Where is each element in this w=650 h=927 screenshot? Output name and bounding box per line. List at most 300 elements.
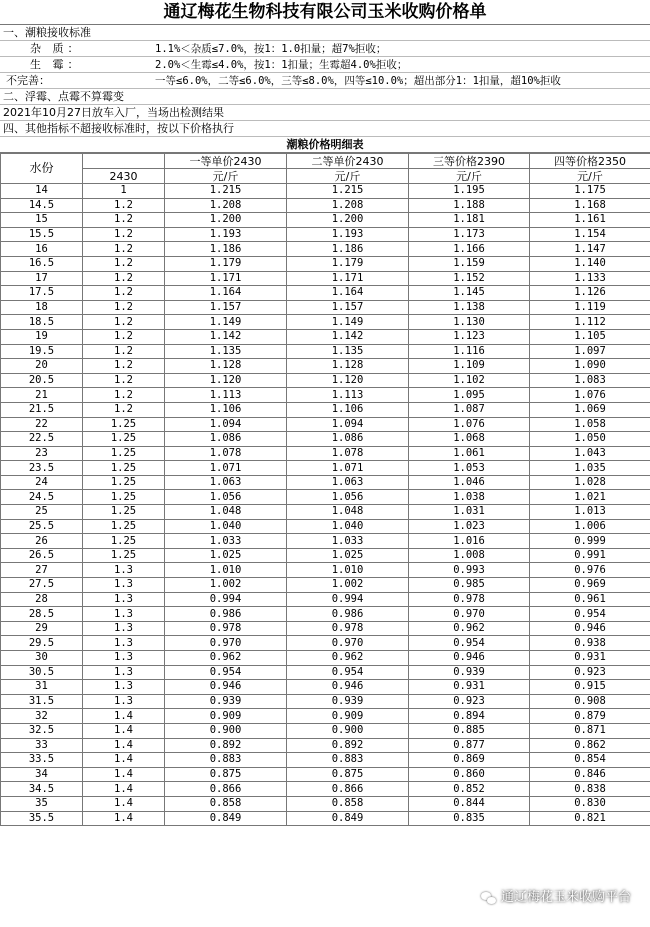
grade-4-price-cell: 0.954	[530, 607, 650, 622]
grade-2-price-cell: 1.164	[287, 286, 409, 301]
grade-2-price-cell: 0.909	[287, 709, 409, 724]
grade-1-price-cell: 1.113	[165, 388, 287, 403]
grade-2-price-cell: 0.970	[287, 636, 409, 651]
moisture-cell: 22.5	[1, 432, 83, 447]
grade-1-price-cell: 1.002	[165, 578, 287, 593]
grade-3-price-cell: 0.985	[409, 578, 530, 593]
detail-table-title: 潮粮价格明细表	[0, 137, 650, 153]
grade-4-header: 四等价格2350	[530, 154, 650, 169]
grade-2-price-cell: 1.157	[287, 300, 409, 315]
factor-cell: 1.2	[83, 373, 165, 388]
table-row	[1, 505, 650, 520]
standards-list	[0, 41, 650, 89]
grade-3-price-cell: 1.053	[409, 461, 530, 476]
grade-1-price-cell: 0.892	[165, 738, 287, 753]
grade-2-price-cell: 0.883	[287, 753, 409, 768]
grade-4-price-cell: 1.140	[530, 256, 650, 271]
grade-1-price-cell: 1.171	[165, 271, 287, 286]
table-row	[1, 256, 650, 271]
standard-value: 1.1%＜杂质≤7.0%，按1：1.0扣量；超7%拒收；	[155, 43, 387, 55]
grade-1-price-cell: 0.900	[165, 723, 287, 738]
moisture-cell: 16	[1, 242, 83, 257]
moisture-cell: 17	[1, 271, 83, 286]
grade-1-price-cell: 0.849	[165, 811, 287, 826]
factor-cell: 1.3	[83, 651, 165, 666]
grade-1-price-cell: 1.186	[165, 242, 287, 257]
grade-3-price-cell: 0.860	[409, 767, 530, 782]
factor-cell: 1.3	[83, 607, 165, 622]
moisture-cell: 28	[1, 592, 83, 607]
grade-1-price-cell: 1.193	[165, 227, 287, 242]
standard-value: 一等≤6.0%，二等≤6.0%，三等≤8.0%，四等≤10.0%；超出部分1：1扣量，超10%拒收	[155, 75, 561, 87]
factor-cell: 1.2	[83, 388, 165, 403]
moisture-cell: 27.5	[1, 578, 83, 593]
table-row	[1, 329, 650, 344]
table-unit-row	[1, 169, 650, 184]
factor-cell: 1.3	[83, 694, 165, 709]
grade-3-price-cell: 0.835	[409, 811, 530, 826]
moisture-cell: 19.5	[1, 344, 83, 359]
grade-1-price-cell: 0.939	[165, 694, 287, 709]
grade-2-price-cell: 1.193	[287, 227, 409, 242]
grade-1-price-cell: 1.149	[165, 315, 287, 330]
grade-4-price-cell: 1.097	[530, 344, 650, 359]
grade-2-price-cell: 1.002	[287, 578, 409, 593]
grade-4-price-cell: 0.821	[530, 811, 650, 826]
grade-3-price-cell: 0.970	[409, 607, 530, 622]
factor-cell: 1.25	[83, 519, 165, 534]
grade-4-price-cell: 1.112	[530, 315, 650, 330]
factor-cell: 1.4	[83, 709, 165, 724]
grade-2-price-cell: 0.866	[287, 782, 409, 797]
grade-4-price-cell: 0.938	[530, 636, 650, 651]
grade-1-price-cell: 1.078	[165, 446, 287, 461]
grade-1-price-cell: 1.086	[165, 432, 287, 447]
grade-3-price-cell: 1.076	[409, 417, 530, 432]
grade-2-price-cell: 1.094	[287, 417, 409, 432]
table-row	[1, 446, 650, 461]
moisture-cell: 33.5	[1, 753, 83, 768]
factor-cell: 1.4	[83, 753, 165, 768]
moisture-cell: 29.5	[1, 636, 83, 651]
factor-cell: 1.25	[83, 534, 165, 549]
grade-2-price-cell: 1.208	[287, 198, 409, 213]
table-row	[1, 490, 650, 505]
moisture-cell: 21.5	[1, 402, 83, 417]
grade-3-price-cell: 1.008	[409, 548, 530, 563]
factor-cell: 1.3	[83, 621, 165, 636]
table-row	[1, 636, 650, 651]
grade-4-price-cell: 1.035	[530, 461, 650, 476]
col2-header-blank	[83, 154, 165, 169]
factor-cell: 1.3	[83, 563, 165, 578]
page-title: 通辽梅花生物科技有限公司玉米收购价格单	[0, 0, 650, 25]
moisture-cell: 25.5	[1, 519, 83, 534]
table-row	[1, 578, 650, 593]
table-row	[1, 213, 650, 228]
table-row	[1, 271, 650, 286]
grade-2-price-cell: 0.875	[287, 767, 409, 782]
standard-row	[0, 41, 650, 57]
grade-2-price-cell: 0.849	[287, 811, 409, 826]
table-row	[1, 286, 650, 301]
grade-4-price-cell: 1.105	[530, 329, 650, 344]
grade-4-price-cell: 1.006	[530, 519, 650, 534]
grade-1-price-cell: 1.179	[165, 256, 287, 271]
factor-cell: 1.3	[83, 680, 165, 695]
grade-1-price-cell: 1.040	[165, 519, 287, 534]
grade-2-price-cell: 1.010	[287, 563, 409, 578]
moisture-cell: 15.5	[1, 227, 83, 242]
table-body	[1, 184, 650, 826]
grade-1-price-cell: 1.215	[165, 184, 287, 199]
grade-2-price-cell: 0.994	[287, 592, 409, 607]
moisture-cell: 20.5	[1, 373, 83, 388]
factor-cell: 1.2	[83, 213, 165, 228]
grade-3-price-cell: 1.145	[409, 286, 530, 301]
factor-cell: 1.2	[83, 402, 165, 417]
grade-2-price-cell: 1.179	[287, 256, 409, 271]
table-row	[1, 475, 650, 490]
grade-4-price-cell: 1.133	[530, 271, 650, 286]
table-row	[1, 242, 650, 257]
grade-2-price-cell: 1.135	[287, 344, 409, 359]
moisture-cell: 18.5	[1, 315, 83, 330]
table-row	[1, 519, 650, 534]
grade-1-price-cell: 1.200	[165, 213, 287, 228]
grade-1-price-cell: 1.025	[165, 548, 287, 563]
factor-cell: 1	[83, 184, 165, 199]
grade-4-price-cell: 0.961	[530, 592, 650, 607]
grade-2-price-cell: 1.113	[287, 388, 409, 403]
table-row	[1, 315, 650, 330]
grade-4-price-cell: 1.161	[530, 213, 650, 228]
factor-cell: 1.25	[83, 548, 165, 563]
unit-label: 元/斤	[165, 169, 287, 184]
factor-cell: 1.2	[83, 344, 165, 359]
moisture-cell: 32.5	[1, 723, 83, 738]
grade-4-price-cell: 0.923	[530, 665, 650, 680]
grade-1-price-cell: 1.063	[165, 475, 287, 490]
date-note: 2021年10月27日放车入厂，当场出检测结果	[0, 105, 650, 121]
grade-2-price-cell: 0.892	[287, 738, 409, 753]
grade-3-price-cell: 1.061	[409, 446, 530, 461]
moisture-cell: 18	[1, 300, 83, 315]
grade-3-price-cell: 0.923	[409, 694, 530, 709]
grade-1-price-cell: 1.048	[165, 505, 287, 520]
grade-1-price-cell: 0.954	[165, 665, 287, 680]
grade-3-price-cell: 1.038	[409, 490, 530, 505]
moisture-cell: 32	[1, 709, 83, 724]
table-row	[1, 592, 650, 607]
grade-3-price-cell: 0.885	[409, 723, 530, 738]
factor-cell: 1.25	[83, 505, 165, 520]
grade-2-price-cell: 1.056	[287, 490, 409, 505]
grade-2-price-cell: 1.048	[287, 505, 409, 520]
grade-1-price-cell: 1.033	[165, 534, 287, 549]
grade-3-price-cell: 1.087	[409, 402, 530, 417]
grade-1-price-cell: 1.120	[165, 373, 287, 388]
moisture-cell: 26	[1, 534, 83, 549]
moisture-cell: 14.5	[1, 198, 83, 213]
grade-4-price-cell: 1.050	[530, 432, 650, 447]
moisture-cell: 24	[1, 475, 83, 490]
grade-4-price-cell: 0.976	[530, 563, 650, 578]
grade-3-price-cell: 0.962	[409, 621, 530, 636]
factor-cell: 1.4	[83, 782, 165, 797]
grade-1-price-cell: 1.157	[165, 300, 287, 315]
grade-3-price-cell: 1.138	[409, 300, 530, 315]
factor-cell: 1.2	[83, 271, 165, 286]
moisture-cell: 31	[1, 680, 83, 695]
grade-4-price-cell: 0.846	[530, 767, 650, 782]
grade-3-price-cell: 0.946	[409, 651, 530, 666]
factor-cell: 1.2	[83, 329, 165, 344]
grade-1-price-cell: 1.128	[165, 359, 287, 374]
grade-2-price-cell: 1.128	[287, 359, 409, 374]
moisture-cell: 34	[1, 767, 83, 782]
moisture-cell: 17.5	[1, 286, 83, 301]
factor-cell: 1.2	[83, 286, 165, 301]
table-row	[1, 811, 650, 826]
section-2-heading: 二、浮霉、点霉不算霉变	[0, 89, 650, 105]
moisture-cell: 28.5	[1, 607, 83, 622]
table-row	[1, 753, 650, 768]
table-row	[1, 534, 650, 549]
moisture-cell: 20	[1, 359, 83, 374]
moisture-cell: 14	[1, 184, 83, 199]
grade-4-price-cell: 1.013	[530, 505, 650, 520]
grade-1-price-cell: 0.970	[165, 636, 287, 651]
grade-4-price-cell: 0.830	[530, 796, 650, 811]
table-header-row	[1, 154, 650, 169]
grade-2-price-cell: 1.086	[287, 432, 409, 447]
table-row	[1, 723, 650, 738]
grade-3-price-cell: 0.978	[409, 592, 530, 607]
standard-row	[0, 73, 650, 89]
grade-4-price-cell: 0.854	[530, 753, 650, 768]
table-row	[1, 227, 650, 242]
grade-4-price-cell: 1.069	[530, 402, 650, 417]
factor-cell: 1.2	[83, 227, 165, 242]
grade-2-price-cell: 0.939	[287, 694, 409, 709]
moisture-cell: 22	[1, 417, 83, 432]
grade-4-price-cell: 0.991	[530, 548, 650, 563]
table-row	[1, 738, 650, 753]
factor-cell: 1.4	[83, 723, 165, 738]
grade-3-price-cell: 0.894	[409, 709, 530, 724]
table-row	[1, 388, 650, 403]
grade-1-price-cell: 1.094	[165, 417, 287, 432]
grade-1-price-cell: 0.962	[165, 651, 287, 666]
moisture-cell: 25	[1, 505, 83, 520]
table-row	[1, 796, 650, 811]
grade-2-price-cell: 1.200	[287, 213, 409, 228]
grade-3-price-cell: 1.166	[409, 242, 530, 257]
grade-4-price-cell: 0.908	[530, 694, 650, 709]
factor-cell: 1.2	[83, 198, 165, 213]
grade-4-price-cell: 0.969	[530, 578, 650, 593]
grade-2-price-cell: 1.063	[287, 475, 409, 490]
watermark-text: 通辽梅花玉米收购平台	[500, 890, 631, 905]
factor-cell: 1.2	[83, 315, 165, 330]
moisture-cell: 35.5	[1, 811, 83, 826]
table-row	[1, 198, 650, 213]
grade-4-price-cell: 1.168	[530, 198, 650, 213]
grade-1-price-cell: 0.875	[165, 767, 287, 782]
grade-2-price-cell: 1.149	[287, 315, 409, 330]
col2-header: 2430	[83, 169, 165, 184]
table-row	[1, 432, 650, 447]
table-row	[1, 651, 650, 666]
factor-cell: 1.25	[83, 446, 165, 461]
grade-3-price-cell: 1.173	[409, 227, 530, 242]
table-row	[1, 548, 650, 563]
moisture-cell: 27	[1, 563, 83, 578]
grade-4-price-cell: 1.147	[530, 242, 650, 257]
moisture-cell: 24.5	[1, 490, 83, 505]
grade-3-price-cell: 0.844	[409, 796, 530, 811]
moisture-header: 水份	[1, 154, 83, 184]
grade-1-header: 一等单价2430	[165, 154, 287, 169]
grade-3-price-cell: 1.023	[409, 519, 530, 534]
table-row	[1, 680, 650, 695]
grade-3-price-cell: 1.109	[409, 359, 530, 374]
factor-cell: 1.2	[83, 300, 165, 315]
moisture-cell: 26.5	[1, 548, 83, 563]
grade-2-price-cell: 0.954	[287, 665, 409, 680]
grade-3-price-cell: 1.102	[409, 373, 530, 388]
section-1-heading: 一、潮粮接收标准	[0, 25, 650, 41]
grade-4-price-cell: 1.175	[530, 184, 650, 199]
grade-4-price-cell: 1.028	[530, 475, 650, 490]
grade-4-price-cell: 0.862	[530, 738, 650, 753]
table-row	[1, 709, 650, 724]
grade-3-price-cell: 0.993	[409, 563, 530, 578]
grade-1-price-cell: 0.978	[165, 621, 287, 636]
grade-3-price-cell: 1.016	[409, 534, 530, 549]
grade-3-price-cell: 1.068	[409, 432, 530, 447]
factor-cell: 1.3	[83, 665, 165, 680]
grade-4-price-cell: 0.871	[530, 723, 650, 738]
grade-3-price-cell: 1.116	[409, 344, 530, 359]
grade-4-price-cell: 1.154	[530, 227, 650, 242]
grade-1-price-cell: 0.883	[165, 753, 287, 768]
factor-cell: 1.2	[83, 359, 165, 374]
grade-1-price-cell: 1.106	[165, 402, 287, 417]
grade-1-price-cell: 0.946	[165, 680, 287, 695]
standard-row	[0, 57, 650, 73]
grade-4-price-cell: 1.090	[530, 359, 650, 374]
watermark	[478, 887, 634, 909]
factor-cell: 1.4	[83, 796, 165, 811]
factor-cell: 1.25	[83, 475, 165, 490]
grade-3-price-cell: 1.181	[409, 213, 530, 228]
grade-1-price-cell: 1.164	[165, 286, 287, 301]
grade-3-price-cell: 1.130	[409, 315, 530, 330]
standard-label: 杂 质：	[30, 42, 83, 55]
grade-2-price-cell: 1.106	[287, 402, 409, 417]
grade-4-price-cell: 1.119	[530, 300, 650, 315]
grade-3-price-cell: 1.195	[409, 184, 530, 199]
grade-3-price-cell: 1.095	[409, 388, 530, 403]
grade-4-price-cell: 0.879	[530, 709, 650, 724]
table-row	[1, 563, 650, 578]
grade-1-price-cell: 1.071	[165, 461, 287, 476]
grade-2-price-cell: 0.900	[287, 723, 409, 738]
factor-cell: 1.4	[83, 811, 165, 826]
grade-4-price-cell: 1.021	[530, 490, 650, 505]
table-row	[1, 694, 650, 709]
moisture-cell: 31.5	[1, 694, 83, 709]
table-row	[1, 782, 650, 797]
factor-cell: 1.3	[83, 578, 165, 593]
grade-3-price-cell: 0.939	[409, 665, 530, 680]
grade-2-price-cell: 1.142	[287, 329, 409, 344]
factor-cell: 1.4	[83, 767, 165, 782]
grade-3-price-cell: 1.123	[409, 329, 530, 344]
grade-4-price-cell: 1.043	[530, 446, 650, 461]
factor-cell: 1.25	[83, 461, 165, 476]
table-row	[1, 417, 650, 432]
grade-1-price-cell: 1.135	[165, 344, 287, 359]
standard-label: 生 霉：	[30, 58, 83, 71]
grade-2-price-cell: 0.858	[287, 796, 409, 811]
grade-2-price-cell: 1.033	[287, 534, 409, 549]
grade-2-price-cell: 1.215	[287, 184, 409, 199]
factor-cell: 1.2	[83, 242, 165, 257]
table-row	[1, 359, 650, 374]
grade-4-price-cell: 1.126	[530, 286, 650, 301]
section-4-heading: 四、其他指标不超接收标准时，按以下价格执行	[0, 121, 650, 137]
moisture-cell: 16.5	[1, 256, 83, 271]
table-row	[1, 300, 650, 315]
grade-3-price-cell: 0.877	[409, 738, 530, 753]
factor-cell: 1.3	[83, 592, 165, 607]
unit-label: 元/斤	[530, 169, 650, 184]
grade-2-price-cell: 0.978	[287, 621, 409, 636]
grade-3-price-cell: 1.152	[409, 271, 530, 286]
grade-2-price-cell: 1.040	[287, 519, 409, 534]
factor-cell: 1.25	[83, 490, 165, 505]
moisture-cell: 33	[1, 738, 83, 753]
grade-2-price-cell: 1.071	[287, 461, 409, 476]
grade-1-price-cell: 1.142	[165, 329, 287, 344]
factor-cell: 1.3	[83, 636, 165, 651]
grade-4-price-cell: 0.999	[530, 534, 650, 549]
grade-1-price-cell: 0.858	[165, 796, 287, 811]
grade-3-price-cell: 1.031	[409, 505, 530, 520]
grade-1-price-cell: 0.994	[165, 592, 287, 607]
grade-3-price-cell: 0.931	[409, 680, 530, 695]
grade-2-price-cell: 1.078	[287, 446, 409, 461]
unit-label: 元/斤	[409, 169, 530, 184]
table-row	[1, 184, 650, 199]
grade-4-price-cell: 1.083	[530, 373, 650, 388]
moisture-cell: 21	[1, 388, 83, 403]
grade-2-header: 二等单价2430	[287, 154, 409, 169]
table-row	[1, 402, 650, 417]
grade-3-price-cell: 1.046	[409, 475, 530, 490]
grade-1-price-cell: 0.986	[165, 607, 287, 622]
grade-2-price-cell: 1.025	[287, 548, 409, 563]
grade-1-price-cell: 1.010	[165, 563, 287, 578]
grade-4-price-cell: 0.946	[530, 621, 650, 636]
factor-cell: 1.2	[83, 256, 165, 271]
moisture-cell: 23.5	[1, 461, 83, 476]
table-row	[1, 344, 650, 359]
moisture-cell: 29	[1, 621, 83, 636]
